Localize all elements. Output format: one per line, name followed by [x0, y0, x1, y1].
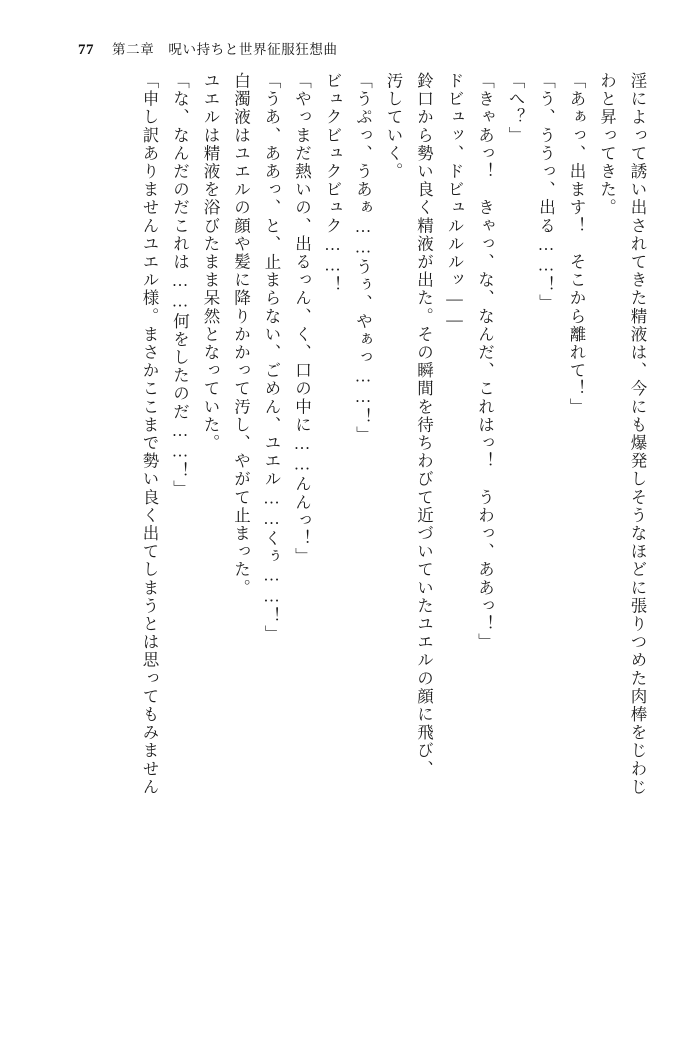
text-line: 「うあ、ああっ、と、止まらない、ごめん、ユエル……くぅ……！」	[262, 72, 281, 644]
text-line: 汚していく。	[384, 72, 403, 181]
text-line: 「やっまだ熱いの、出るっん、く、口の中に……んんっ！」	[292, 72, 312, 566]
text-line: ユエルは精液を浴びたまま呆然となっていた。	[201, 72, 220, 453]
text-line: ドビュッ、ドビュルルルッ――	[445, 72, 464, 331]
chapter-title: 第二章 呪い持ちと世界征服狂想曲	[112, 42, 338, 57]
vertical-text-block	[134, 72, 653, 1017]
text-line: 「へ？」	[506, 72, 525, 145]
text-line: 「な、なんだのだこれは……何をしたのだ……！」	[170, 72, 190, 499]
page-number: 77	[78, 42, 94, 58]
page-body	[48, 72, 652, 1022]
text-line: 「あぁっ、出ます！ そこから離れて！」	[567, 72, 586, 416]
page-header	[0, 38, 700, 62]
text-line: 鈴口から勢い良く精液が出た。その瞬間を待ちわびて近づいていたユエルの顔に飛び、	[414, 72, 434, 778]
text-line: わと昇ってきた。	[597, 72, 617, 217]
text-line: 「うぷっ、うあぁ……うぅ、やぁっ……！」	[353, 72, 373, 444]
text-line: 「う、ううっ、出る……！」	[536, 72, 556, 313]
text-line: 「申し訳ありませんユエル様。まさかここまで勢い良く出てしまうとは思ってもみません	[140, 72, 159, 796]
text-line: 白濁液はユエルの顔や髪に降りかかって汚し、やがて止まった。	[231, 72, 251, 597]
text-line: ビュクビュクビュク……！	[323, 72, 342, 295]
text-line: 「きゃあっ！ きゃっ、な、なんだ、これはっ！ うわっ、ああっ！」	[475, 72, 495, 652]
text-line: 淫によって誘い出されてきた精液は、今にも爆発しそうなほどに張りつめた肉棒をじわじ	[628, 72, 647, 796]
